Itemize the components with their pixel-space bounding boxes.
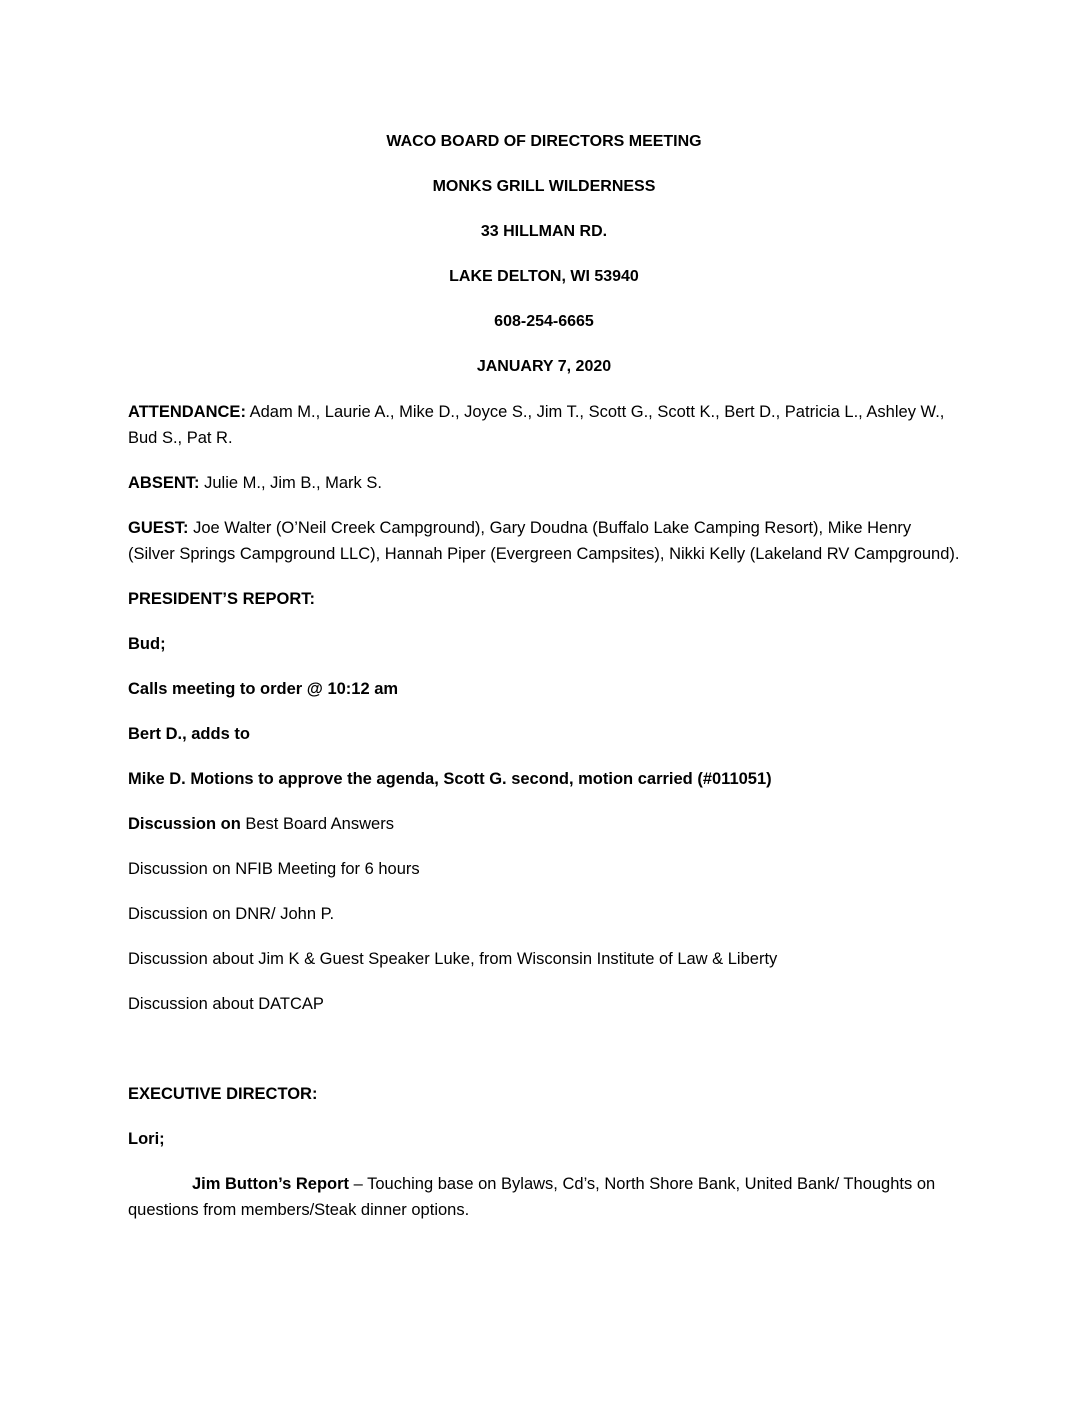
discussion-nfib: Discussion on NFIB Meeting for 6 hours [128, 860, 420, 878]
discussion-label: Discussion on [128, 815, 241, 833]
president-heading: PRESIDENT’S REPORT: [128, 590, 316, 608]
agenda-motion: Mike D. Motions to approve the agenda, Scott G. second, motion carried (#011051) [128, 770, 772, 788]
president-name: Bud; [128, 635, 166, 653]
executive-report [128, 1171, 960, 1223]
attendance-paragraph [128, 399, 960, 451]
guest-label: GUEST: [128, 519, 189, 537]
absent-label: ABSENT: [128, 474, 200, 492]
attendance-label: ATTENDANCE: [128, 403, 246, 421]
venue-name: MONKS GRILL WILDERNESS [432, 178, 656, 195]
meeting-title: WACO BOARD OF DIRECTORS MEETING [386, 133, 702, 150]
venue-phone: 608-254-6665 [494, 313, 594, 330]
agenda-addition: Bert D., adds to [128, 725, 250, 743]
attendance-text: Adam M., Laurie A., Mike D., Joyce S., Jim T., Scott G., Scott K., Bert D., Patricia L., Ashley W., Bud S., Pat R. [128, 403, 945, 447]
discussion-best-board [128, 811, 960, 837]
discussion-datcap: Discussion about DATCAP [128, 995, 324, 1013]
discussion-guest-speaker: Discussion about Jim K & Guest Speaker Luke, from Wisconsin Institute of Law & Liberty [128, 950, 778, 968]
report-text: – Touching base on Bylaws, Cd’s, North Shore Bank, United Bank/ Thoughts on questions from members/Steak dinner options. [128, 1175, 936, 1219]
guest-text: Joe Walter (O’Neil Creek Campground), Gary Doudna (Buffalo Lake Camping Resort), Mike Henry (Silver Springs Campground LLC), Hannah Piper (Evergreen Campsites), Nikki Kelly (Lakeland RV Campground). [128, 519, 960, 563]
absent-text: Julie M., Jim B., Mark S. [199, 474, 382, 492]
venue-street: 33 HILLMAN RD. [480, 223, 608, 240]
call-to-order: Calls meeting to order @ 10:12 am [128, 680, 399, 698]
section-spacer [128, 1036, 960, 1081]
meeting-date: JANUARY 7, 2020 [476, 358, 612, 375]
absent-paragraph [128, 470, 960, 496]
executive-name: Lori; [128, 1130, 165, 1148]
discussion-dnr: Discussion on DNR/ John P. [128, 905, 335, 923]
discussion-text: Best Board Answers [240, 815, 394, 833]
executive-heading: EXECUTIVE DIRECTOR: [128, 1085, 318, 1103]
report-label: Jim Button’s Report [192, 1175, 350, 1193]
venue-city: LAKE DELTON, WI 53940 [449, 268, 639, 285]
guest-paragraph [128, 515, 960, 567]
document-body [128, 129, 960, 1242]
